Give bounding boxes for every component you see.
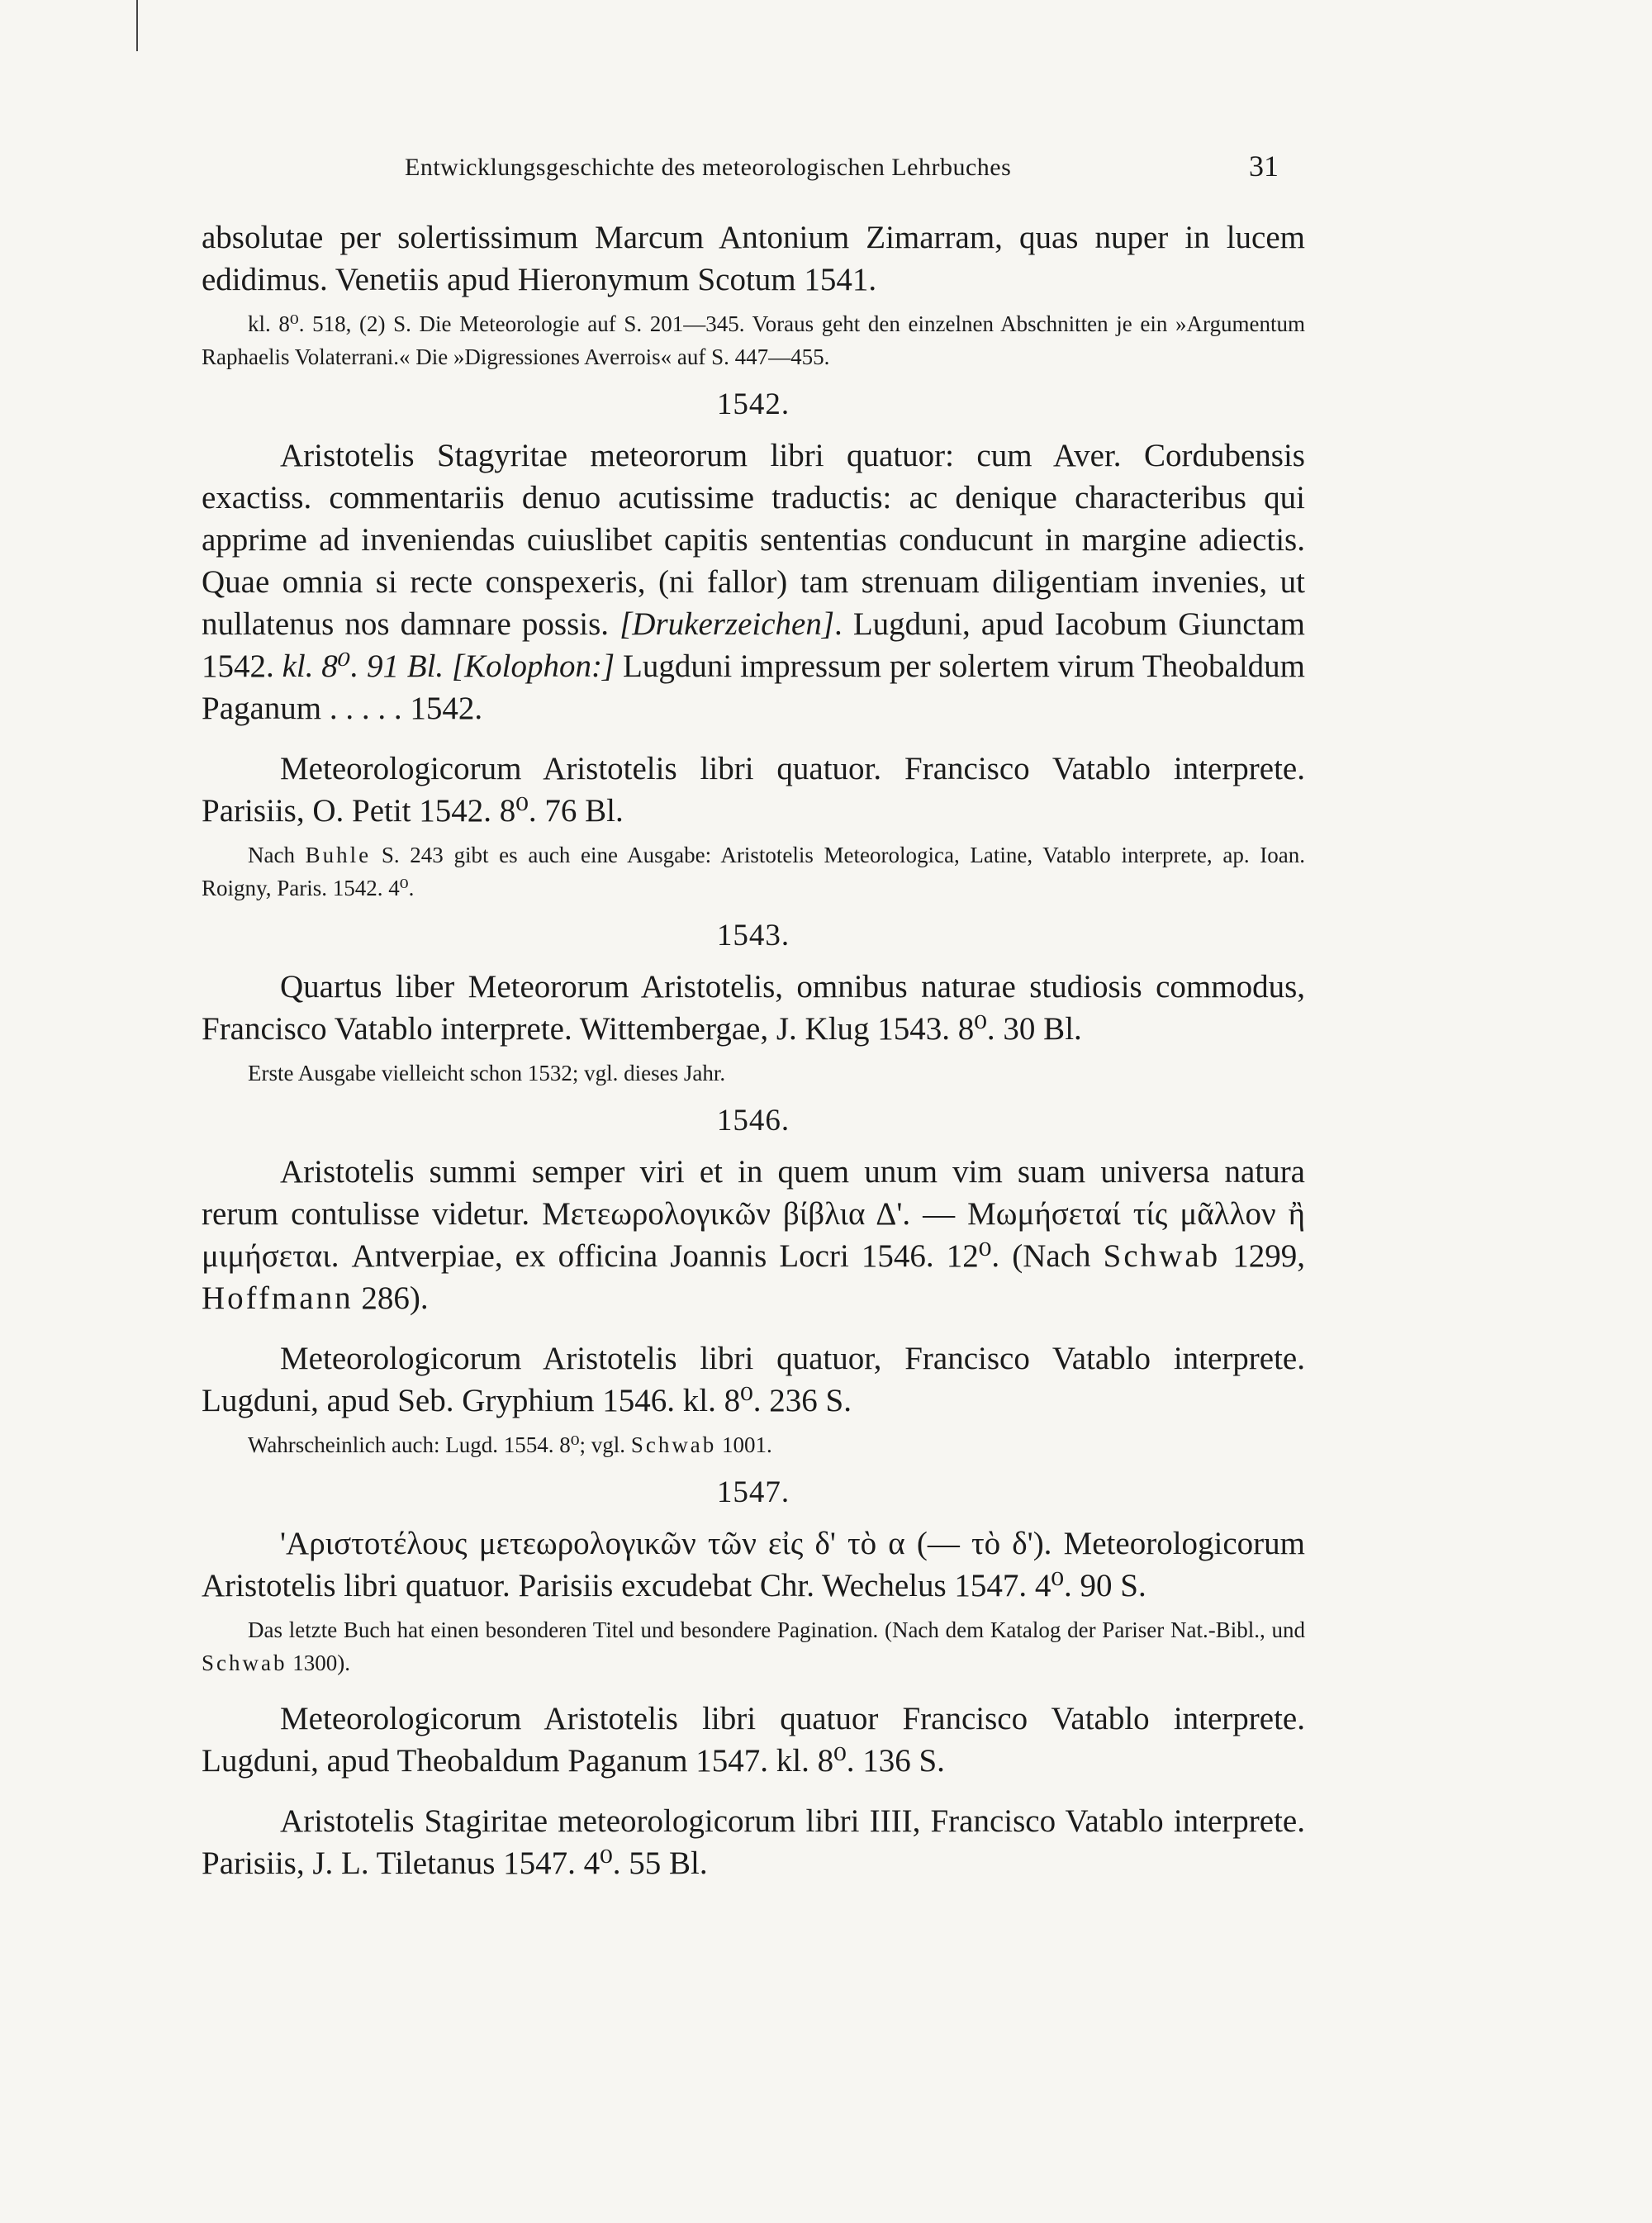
spacer bbox=[202, 1782, 1305, 1800]
note-1542-buhle bbox=[202, 838, 1305, 905]
author-name: Hoffmann bbox=[202, 1280, 354, 1316]
note-1546 bbox=[202, 1428, 1305, 1461]
entry-1547-wechelus: 'Αριστοτέλους μετεωρολογικῶν τῶν εἰς δ' τὸ α (— τὸ δ'). Meteorologicorum Aristotelis libri quatuor. Parisiis excudebat Chr. Wechelus 1547. 4⁰. 90 S. bbox=[202, 1526, 1305, 1603]
entry-text bbox=[444, 648, 452, 684]
colophon-bracket: [Kolophon:] bbox=[451, 648, 615, 684]
author-name: Schwab bbox=[1103, 1238, 1221, 1274]
entry-text: Lugduni impressum per solertem virum Theobaldum Paganum . . . . . 1542. bbox=[202, 648, 1305, 726]
running-head: Entwicklungsgeschichte des meteorologischen Lehrbuches bbox=[405, 154, 1012, 181]
entry-1546-antverpiae bbox=[202, 1151, 1305, 1319]
author-name: Schwab bbox=[630, 1432, 717, 1457]
year-heading-1547: 1547. bbox=[716, 1475, 790, 1509]
page-body bbox=[202, 216, 1305, 1884]
entry-1546-gryphium: Meteorologicorum Aristotelis libri quatuor, Francisco Vatablo interprete. Lugduni, apud Seb. Gryphium 1546. kl. 8⁰. 236 S. bbox=[202, 1341, 1305, 1418]
note-text: S. 243 gibt es auch eine Ausgabe: Aristotelis Meteorologica, Latine, Vatablo interprete, ap. Ioan. Roigny, Paris. 1542. 4⁰. bbox=[202, 843, 1305, 900]
entry-1547-tiletanus: Aristotelis Stagiritae meteorologicorum libri IIII, Francisco Vatablo interprete. Parisiis, J. L. Tiletanus 1547. 4⁰. 55 Bl. bbox=[202, 1803, 1305, 1881]
note-1547 bbox=[202, 1613, 1305, 1679]
note-text: 1001. bbox=[716, 1432, 772, 1457]
entry-1543-quartus-liber: Quartus liber Meteororum Aristotelis, omnibus naturae studiosis commodus, Francisco Vatablo interprete. Wittembergae, J. Klug 1543. 8⁰. 30 Bl. bbox=[202, 969, 1305, 1047]
spacer bbox=[202, 729, 1305, 748]
year-heading-1542: 1542. bbox=[716, 387, 790, 421]
note-text: Das letzte Buch hat einen besonderen Titel und besondere Pagination. (Nach dem Katalog der Pariser Nat.-Bibl., und bbox=[248, 1617, 1305, 1642]
margin-rule-line bbox=[136, 0, 138, 51]
entry-1547-paganum: Meteorologicorum Aristotelis libri quatuor Francisco Vatablo interprete. Lugduni, apud Theobaldum Paganum 1547. kl. 8⁰. 136 S. bbox=[202, 1701, 1305, 1779]
format-note: kl. 8⁰. 91 Bl. bbox=[282, 648, 444, 684]
printer-mark-bracket: [Drukerzeichen] bbox=[620, 606, 835, 642]
note-1541: kl. 8⁰. 518, (2) S. Die Meteorologie auf S. 201—345. Voraus geht den einzelnen Abschnitten je ein »Argumentum Raphaelis Volaterrani.« Die »Digressiones Averrois« auf S. 447—455. bbox=[202, 311, 1305, 369]
entry-1542-aristotelis-stagyritae bbox=[202, 435, 1305, 729]
author-name: Buhle bbox=[305, 843, 372, 867]
note-text: Nach bbox=[248, 843, 306, 867]
author-name: Schwab bbox=[202, 1651, 287, 1675]
entry-1541-continuation: absolutae per solertissimum Marcum Antonium Zimarram, quas nuper in lucem edidimus. Venetiis apud Hieronymum Scotum 1541. bbox=[202, 220, 1305, 297]
spacer bbox=[202, 1679, 1305, 1698]
year-heading-1546: 1546. bbox=[716, 1104, 790, 1138]
entry-text: . Lugduni, apud Iacobum Giunctam 1542. bbox=[202, 606, 1305, 684]
spacer bbox=[202, 1319, 1305, 1337]
entry-1542-vatablo-petit: Meteorologicorum Aristotelis libri quatuor. Francisco Vatablo interprete. Parisiis, O. Petit 1542. 8⁰. 76 Bl. bbox=[202, 751, 1305, 829]
note-text: 1300). bbox=[287, 1651, 350, 1675]
year-heading-1543: 1543. bbox=[716, 919, 790, 952]
entry-text: 1299, bbox=[1220, 1238, 1305, 1274]
entry-text: 286). bbox=[353, 1280, 429, 1316]
page-number: 31 bbox=[1249, 150, 1279, 183]
page-header bbox=[0, 150, 1652, 190]
entry-text: Aristotelis summi semper viri et in quem unum vim suam universa natura rerum contulisse videtur. Μετεωρολογικῶν βίβλια Δ'. — Μωμήσεταί τίς μᾶλλον ἢ μιμήσεται. Antverpiae, ex officina Joannis Locri 1546. 12⁰. (Nach bbox=[202, 1154, 1305, 1274]
note-1543: Erste Ausgabe vielleicht schon 1532; vgl. dieses Jahr. bbox=[248, 1061, 726, 1085]
note-text: Wahrscheinlich auch: Lugd. 1554. 8⁰; vgl. bbox=[248, 1432, 631, 1457]
entry-text: Aristotelis Stagyritae meteororum libri quatuor: cum Aver. Cordubensis exactiss. commentariis denuo acutissime traductis: ac denique characteribus qui apprime ad inveniendas cuiuslibet capitis sententias conducunt in margine adiectis. Quae omnia si recte conspexeris, (ni fallor) tam strenuam diligentiam invenies, ut nullatenus nos damnare possis. bbox=[202, 438, 1305, 642]
